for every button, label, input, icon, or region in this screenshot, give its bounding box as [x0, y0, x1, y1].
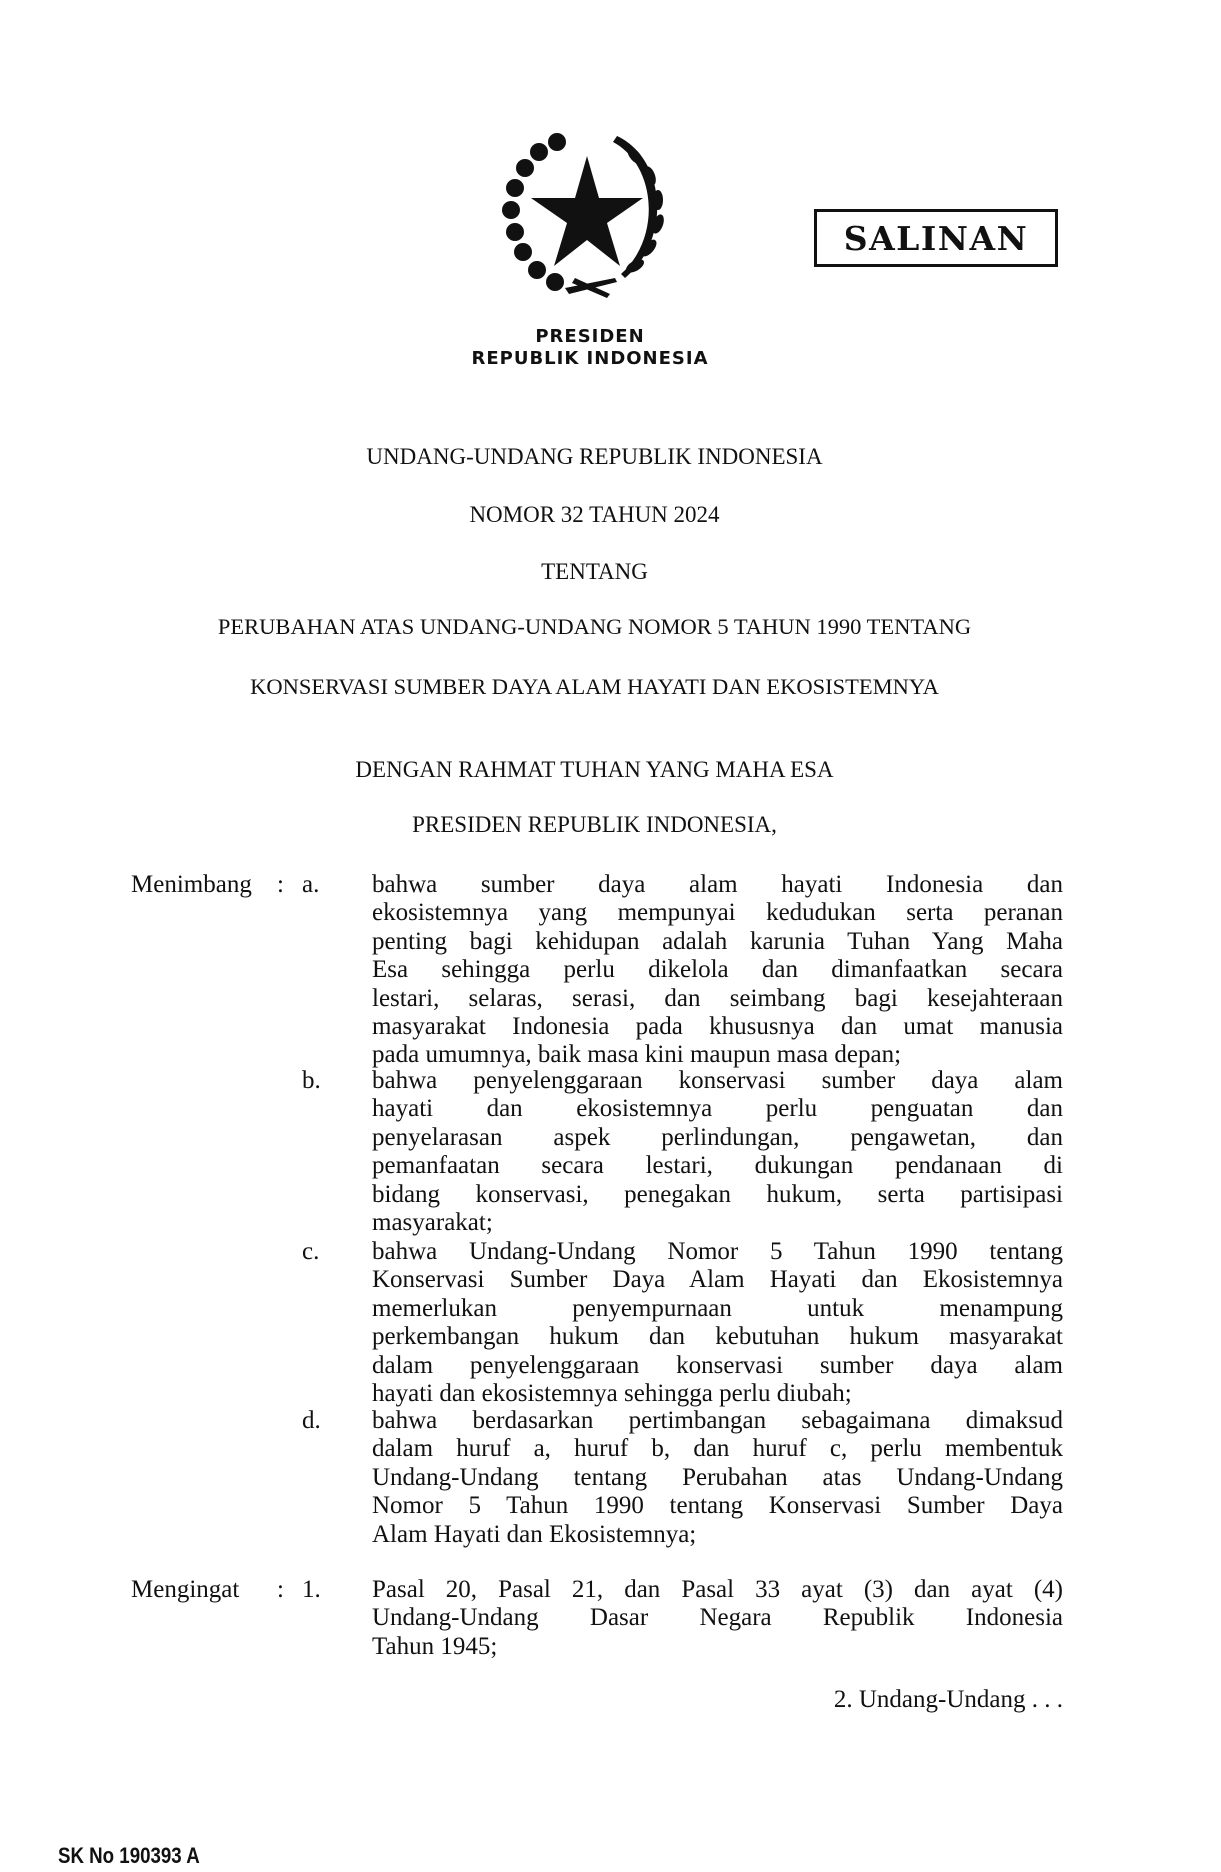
text-line: Undang-Undang tentang Perubahan atas Undang-Undang [372, 1463, 1063, 1491]
text-line: ekosistemnya yang mempunyai kedudukan serta peranan [372, 899, 1063, 927]
text-line: hayati dan ekosistemnya perlu penguatan dan [372, 1095, 1063, 1123]
menimbang-item [372, 1407, 1063, 1549]
text-line: penting bagi kehidupan adalah karunia Tuhan Yang Maha [372, 927, 1063, 955]
text-line: dalam huruf a, huruf b, dan huruf c, perlu membentuk [372, 1435, 1063, 1463]
text-line: bahwa penyelenggaraan konservasi sumber daya alam [372, 1067, 1063, 1094]
text-line: bidang konservasi, penegakan hukum, serta partisipasi [372, 1180, 1063, 1208]
seal-title-presiden: PRESIDEN [535, 326, 645, 347]
text-line: Undang-Undang Dasar Negara Republik Indonesia [372, 1604, 1063, 1632]
text-line: bahwa berdasarkan pertimbangan sebagaimana dimaksud [372, 1407, 1063, 1434]
mengingat-marker: 1. [302, 1576, 321, 1603]
text-line: Alam Hayati dan Ekosistemnya; [372, 1520, 697, 1548]
text-line: pemanfaatan secara lestari, dukungan pendanaan di [372, 1152, 1063, 1180]
text-line: hayati dan ekosistemnya sehingga perlu diubah; [372, 1379, 852, 1407]
menimbang-marker: d. [302, 1407, 321, 1434]
menimbang-colon: : [277, 871, 284, 898]
menimbang-marker: a. [302, 871, 320, 898]
salinan-label: SALINAN [843, 218, 1029, 258]
star-icon [531, 156, 643, 266]
law-number: NOMOR 32 TAHUN 2024 [469, 502, 720, 527]
menimbang-item [372, 1238, 1063, 1408]
menimbang-marker: b. [302, 1067, 321, 1094]
text-line: masyarakat Indonesia pada khususnya dan umat manusia [372, 1012, 1063, 1040]
menimbang-item [372, 871, 1063, 1070]
law-subject-line2: KONSERVASI SUMBER DAYA ALAM HAYATI DAN EKOSISTEMNYA [250, 674, 939, 699]
text-line: Konservasi Sumber Daya Alam Hayati dan Ekosistemnya [372, 1266, 1063, 1294]
garuda-presidential-emblem [495, 128, 677, 302]
text-line: Tahun 1945; [372, 1632, 498, 1660]
text-line: perkembangan hukum dan kebutuhan hukum masyarakat [372, 1323, 1063, 1351]
text-line: bahwa Undang-Undang Nomor 5 Tahun 1990 tentang [372, 1238, 1063, 1265]
continuation-catchword: 2. Undang-Undang . . . [833, 1686, 1063, 1713]
text-line: Esa sehingga perlu dikelola dan dimanfaatkan secara [372, 956, 1063, 984]
text-line: masyarakat; [372, 1208, 493, 1236]
menimbang-label: Menimbang [131, 871, 252, 898]
seal-title-republik: REPUBLIK INDONESIA [471, 348, 709, 369]
text-line: lestari, selaras, serasi, dan seimbang bagi kesejahteraan [372, 984, 1063, 1012]
preamble-invocation: DENGAN RAHMAT TUHAN YANG MAHA ESA [355, 757, 834, 782]
law-subject-line1: PERUBAHAN ATAS UNDANG-UNDANG NOMOR 5 TAHUN 1990 TENTANG [217, 614, 972, 639]
salinan-stamp [814, 209, 1058, 267]
text-line: memerlukan penyempurnaan untuk menampung [372, 1294, 1063, 1322]
menimbang-marker: c. [302, 1238, 320, 1265]
preamble-president: PRESIDEN REPUBLIK INDONESIA, [412, 812, 777, 837]
text-line: Pasal 20, Pasal 21, dan Pasal 33 ayat (3) dan ayat (4) [372, 1576, 1063, 1603]
text-line: penyelarasan aspek perlindungan, pengawetan, dan [372, 1123, 1063, 1151]
text-line: pada umumnya, baik masa kini maupun masa depan; [372, 1041, 902, 1069]
mengingat-colon: : [277, 1576, 284, 1603]
mengingat-item [372, 1576, 1063, 1661]
menimbang-item [372, 1067, 1063, 1237]
mengingat-label: Mengingat [131, 1576, 240, 1603]
text-line: dalam penyelenggaraan konservasi sumber daya alam [372, 1351, 1063, 1379]
text-line: Nomor 5 Tahun 1990 tentang Konservasi Sumber Daya [372, 1492, 1063, 1520]
sk-number: SK No 190393 A [58, 1843, 200, 1868]
tentang-heading: TENTANG [541, 559, 648, 584]
law-title: UNDANG-UNDANG REPUBLIK INDONESIA [366, 444, 823, 469]
text-line: bahwa sumber daya alam hayati Indonesia dan [372, 871, 1063, 898]
